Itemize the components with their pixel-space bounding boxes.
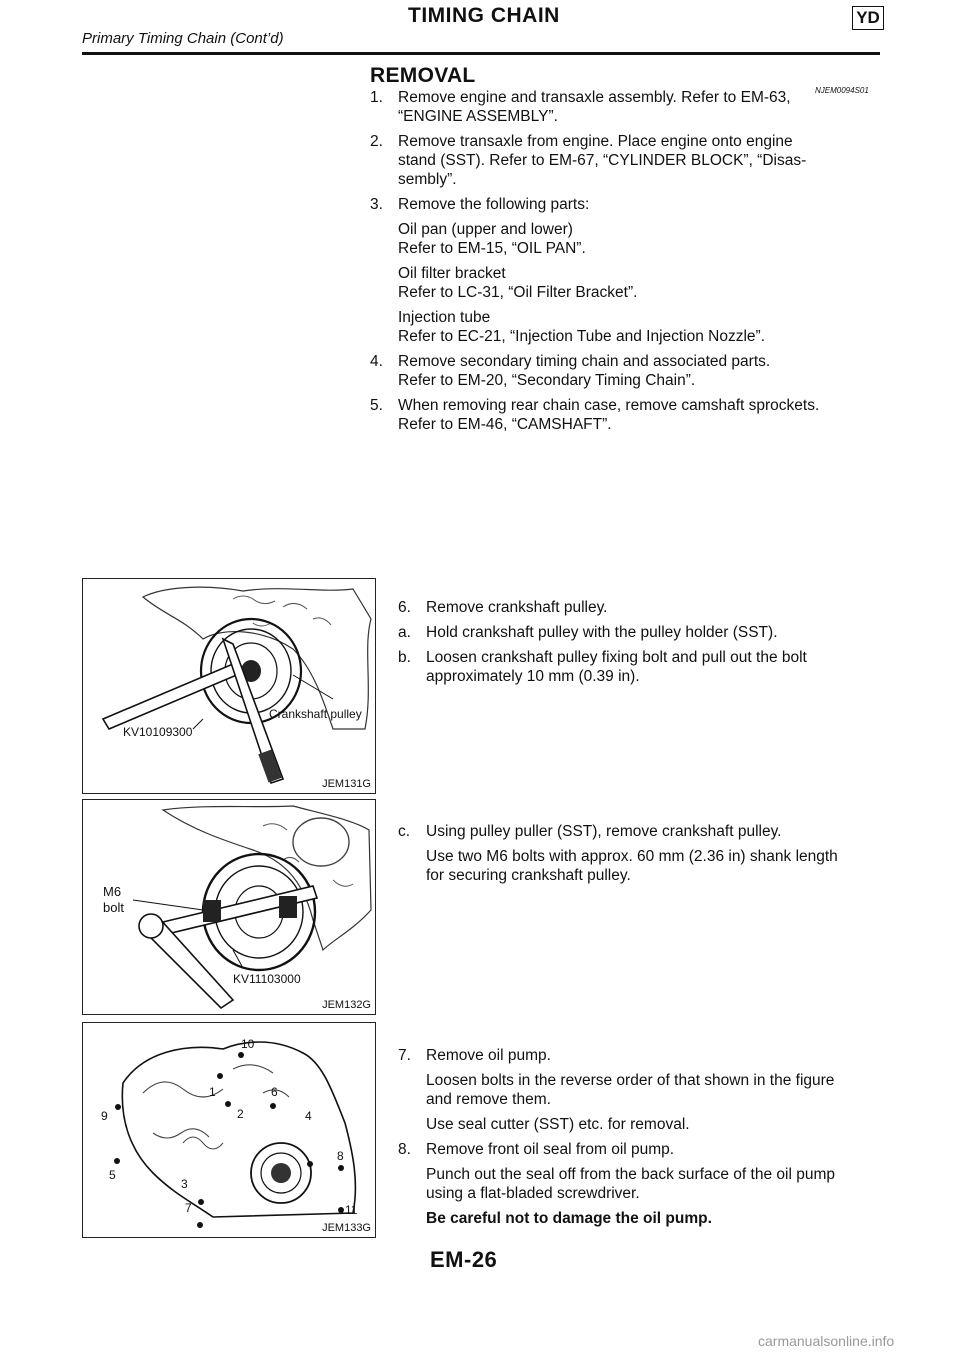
bolt-number: 4 bbox=[305, 1109, 312, 1123]
figure-code: JEM131G bbox=[322, 778, 371, 790]
step-line: approximately 10 mm (0.39 in). bbox=[426, 668, 640, 685]
part-label: Crankshaft pulley bbox=[269, 707, 362, 721]
step-number: 8. bbox=[398, 1141, 411, 1158]
step-line: Refer to EM-15, “OIL PAN”. bbox=[398, 240, 586, 257]
step-line: Remove front oil seal from oil pump. bbox=[426, 1141, 675, 1158]
caution-note bbox=[398, 1209, 882, 1228]
step bbox=[398, 822, 882, 841]
step-line: Use seal cutter (SST) etc. for removal. bbox=[426, 1116, 690, 1133]
step-sub bbox=[398, 1115, 882, 1134]
step-sub bbox=[398, 847, 882, 885]
step-line: and remove them. bbox=[426, 1091, 551, 1108]
step-line: Hold crankshaft pulley with the pulley holder (SST). bbox=[426, 624, 778, 641]
step-line: Injection tube bbox=[398, 309, 491, 326]
steps-figure-1 bbox=[398, 598, 882, 686]
step-number: 1. bbox=[370, 89, 383, 106]
figure-pulley-puller bbox=[82, 799, 376, 1015]
bolt-number: 11 bbox=[345, 1203, 358, 1217]
bolt-number: 7 bbox=[185, 1201, 192, 1215]
bolt-number: 8 bbox=[337, 1149, 344, 1163]
step-line: Use two M6 bolts with approx. 60 mm (2.36 in) shank length bbox=[426, 848, 838, 865]
step-number: a. bbox=[398, 624, 411, 641]
figure-code: JEM132G bbox=[322, 999, 371, 1011]
step-line: Oil filter bracket bbox=[398, 265, 506, 282]
watermark: carmanualsonline.info bbox=[758, 1333, 895, 1349]
bolt-number: 1 bbox=[209, 1085, 216, 1099]
step-line: Remove the following parts: bbox=[398, 196, 590, 213]
step-number: 2. bbox=[370, 133, 383, 150]
step-line: Remove engine and transaxle assembly. Refer to EM-63, bbox=[398, 89, 791, 106]
step-line: Punch out the seal off from the back surface of the oil pump bbox=[426, 1166, 835, 1183]
step-sub bbox=[370, 264, 882, 302]
step bbox=[398, 1046, 882, 1065]
step-number: 3. bbox=[370, 196, 383, 213]
steps-top bbox=[370, 88, 882, 434]
step-line: Loosen crankshaft pulley fixing bolt and pull out the bolt bbox=[426, 649, 807, 666]
step-sub bbox=[398, 1165, 882, 1203]
step bbox=[370, 396, 882, 434]
bolt-label: bolt bbox=[103, 900, 124, 915]
step-line: for securing crankshaft pulley. bbox=[426, 867, 631, 884]
step-line: Refer to EM-20, “Secondary Timing Chain”. bbox=[398, 372, 696, 389]
step-line: When removing rear chain case, remove camshaft sprockets. bbox=[398, 397, 820, 414]
section-title: REMOVAL bbox=[370, 64, 476, 87]
bolt-number: 3 bbox=[181, 1177, 188, 1191]
step-line: Using pulley puller (SST), remove crankshaft pulley. bbox=[426, 823, 782, 840]
step-line: Remove transaxle from engine. Place engine onto engine bbox=[398, 133, 793, 150]
figure-oil-pump-bolts bbox=[82, 1022, 376, 1238]
bolt-number: 5 bbox=[109, 1168, 116, 1182]
step-line: Loosen bolts in the reverse order of that shown in the figure bbox=[426, 1072, 835, 1089]
step bbox=[398, 598, 882, 617]
oil-pump-illustration bbox=[83, 1023, 375, 1237]
page-title: TIMING CHAIN bbox=[408, 4, 560, 27]
tool-label: KV11103000 bbox=[233, 972, 301, 986]
step-number: b. bbox=[398, 649, 411, 666]
engine-badge: YD bbox=[852, 6, 884, 30]
step-sub bbox=[370, 220, 882, 258]
header-rule bbox=[82, 52, 880, 55]
step-line: sembly”. bbox=[398, 171, 457, 188]
bolt-number: 9 bbox=[101, 1109, 108, 1123]
step bbox=[398, 1140, 882, 1159]
bolt-number: 6 bbox=[271, 1085, 278, 1099]
pulley-holder-illustration bbox=[83, 579, 375, 793]
step bbox=[370, 88, 882, 126]
step bbox=[398, 648, 882, 686]
step-line: using a flat-bladed screwdriver. bbox=[426, 1185, 640, 1202]
step-number: c. bbox=[398, 823, 411, 840]
step bbox=[398, 623, 882, 642]
bolt-number: 10 bbox=[241, 1037, 255, 1051]
steps-figure-2 bbox=[398, 822, 882, 885]
step-number: 6. bbox=[398, 599, 411, 616]
step-sub bbox=[398, 1071, 882, 1109]
section-code: NJEM0094S01 bbox=[815, 86, 869, 95]
step-sub bbox=[370, 308, 882, 346]
steps-figure-3 bbox=[398, 1046, 882, 1228]
figure-code: JEM133G bbox=[322, 1222, 371, 1234]
step bbox=[370, 195, 882, 214]
step-number: 4. bbox=[370, 353, 383, 370]
pulley-puller-illustration bbox=[83, 800, 375, 1014]
step-number: 5. bbox=[370, 397, 383, 414]
step-line: Refer to LC-31, “Oil Filter Bracket”. bbox=[398, 284, 638, 301]
tool-label: KV10109300 bbox=[123, 725, 193, 739]
step-line: Remove oil pump. bbox=[426, 1047, 551, 1064]
step-line: stand (SST). Refer to EM-67, “CYLINDER BLOCK”, “Disas- bbox=[398, 152, 807, 169]
step bbox=[370, 352, 882, 390]
step-number: 7. bbox=[398, 1047, 411, 1064]
step-line: Remove crankshaft pulley. bbox=[426, 599, 608, 616]
step-line: Refer to EC-21, “Injection Tube and Injection Nozzle”. bbox=[398, 328, 766, 345]
step-line: Oil pan (upper and lower) bbox=[398, 221, 573, 238]
bolt-label: M6 bbox=[103, 884, 122, 899]
step bbox=[370, 132, 882, 189]
page-subtitle: Primary Timing Chain (Cont’d) bbox=[82, 30, 284, 47]
figure-crankshaft-pulley-holder bbox=[82, 578, 376, 794]
step-line: “ENGINE ASSEMBLY”. bbox=[398, 108, 558, 125]
step-line: Refer to EM-46, “CAMSHAFT”. bbox=[398, 416, 612, 433]
step-line: Remove secondary timing chain and associated parts. bbox=[398, 353, 771, 370]
step-line: Be careful not to damage the oil pump. bbox=[426, 1210, 712, 1227]
bolt-number: 2 bbox=[237, 1107, 244, 1121]
page-number: EM-26 bbox=[430, 1247, 498, 1272]
